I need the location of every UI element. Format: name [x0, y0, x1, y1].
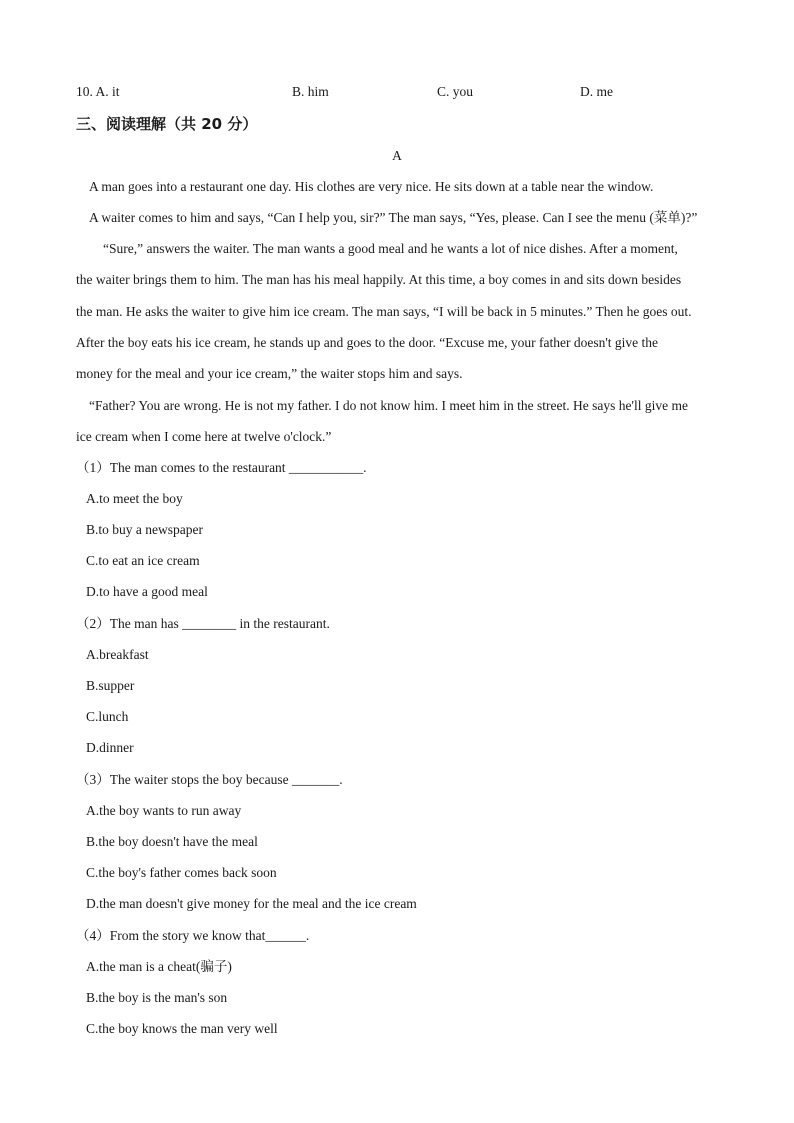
question-option: C.to eat an ice cream	[86, 553, 200, 568]
prev-option-b: B. him	[292, 84, 329, 99]
passage-line: the waiter brings them to him. The man has his meal happily. At this time, a boy comes in and sits down besides	[76, 272, 682, 287]
passage-line: the man. He asks the waiter to give him ice cream. The man says, “I will be back in 5 minutes.” Then he goes out.	[76, 304, 692, 319]
question-option: B.to buy a newspaper	[86, 522, 203, 537]
prev-question-options	[0, 83, 794, 101]
question-option: A.the boy wants to run away	[86, 803, 242, 818]
question-option: C.lunch	[86, 709, 129, 724]
section-title: 三、阅读理解（共 20 分）	[76, 115, 258, 133]
passage-line: A waiter comes to him and says, “Can I help you, sir?” The man says, “Yes, please. Can I see the menu (菜单)?”	[89, 210, 698, 225]
prev-option-c: C. you	[437, 84, 474, 99]
question-option: D.the man doesn't give money for the meal and the ice cream	[86, 896, 417, 911]
question-option: D.dinner	[86, 740, 134, 755]
question-stem: （2）The man has ________ in the restaurant.	[76, 616, 330, 631]
question-option: A.the man is a cheat(骗子)	[86, 959, 232, 974]
question-option: B.the boy is the man's son	[86, 990, 228, 1005]
prev-option-d: D. me	[580, 84, 613, 99]
passage-line: A man goes into a restaurant one day. His clothes are very nice. He sits down at a table near the window.	[89, 179, 654, 194]
question-option: A.to meet the boy	[86, 491, 183, 506]
passage-line: money for the meal and your ice cream,” the waiter stops him and says.	[76, 366, 463, 381]
passage-line: ice cream when I come here at twelve o'clock.”	[76, 429, 332, 444]
question-option: B.the boy doesn't have the meal	[86, 834, 258, 849]
question-stem: （4）From the story we know that______.	[76, 928, 310, 943]
question-option: D.to have a good meal	[86, 584, 208, 599]
question-option: B.supper	[86, 678, 135, 693]
passage-label: A	[392, 148, 402, 163]
passage-line: After the boy eats his ice cream, he stands up and goes to the door. “Excuse me, your father doesn't give the	[76, 335, 659, 350]
prev-option-a: 10. A. it	[76, 84, 120, 99]
question-stem: （1）The man comes to the restaurant ___________.	[76, 460, 367, 475]
passage-line: “Father? You are wrong. He is not my father. I do not know him. I meet him in the street. He says he'll give me	[89, 398, 688, 413]
question-option: C.the boy knows the man very well	[86, 1021, 278, 1036]
passage-line: “Sure,” answers the waiter. The man wants a good meal and he wants a lot of nice dishes. After a moment,	[103, 241, 678, 256]
question-option: A.breakfast	[86, 647, 149, 662]
question-stem: （3）The waiter stops the boy because _______.	[76, 772, 343, 787]
question-option: C.the boy's father comes back soon	[86, 865, 277, 880]
